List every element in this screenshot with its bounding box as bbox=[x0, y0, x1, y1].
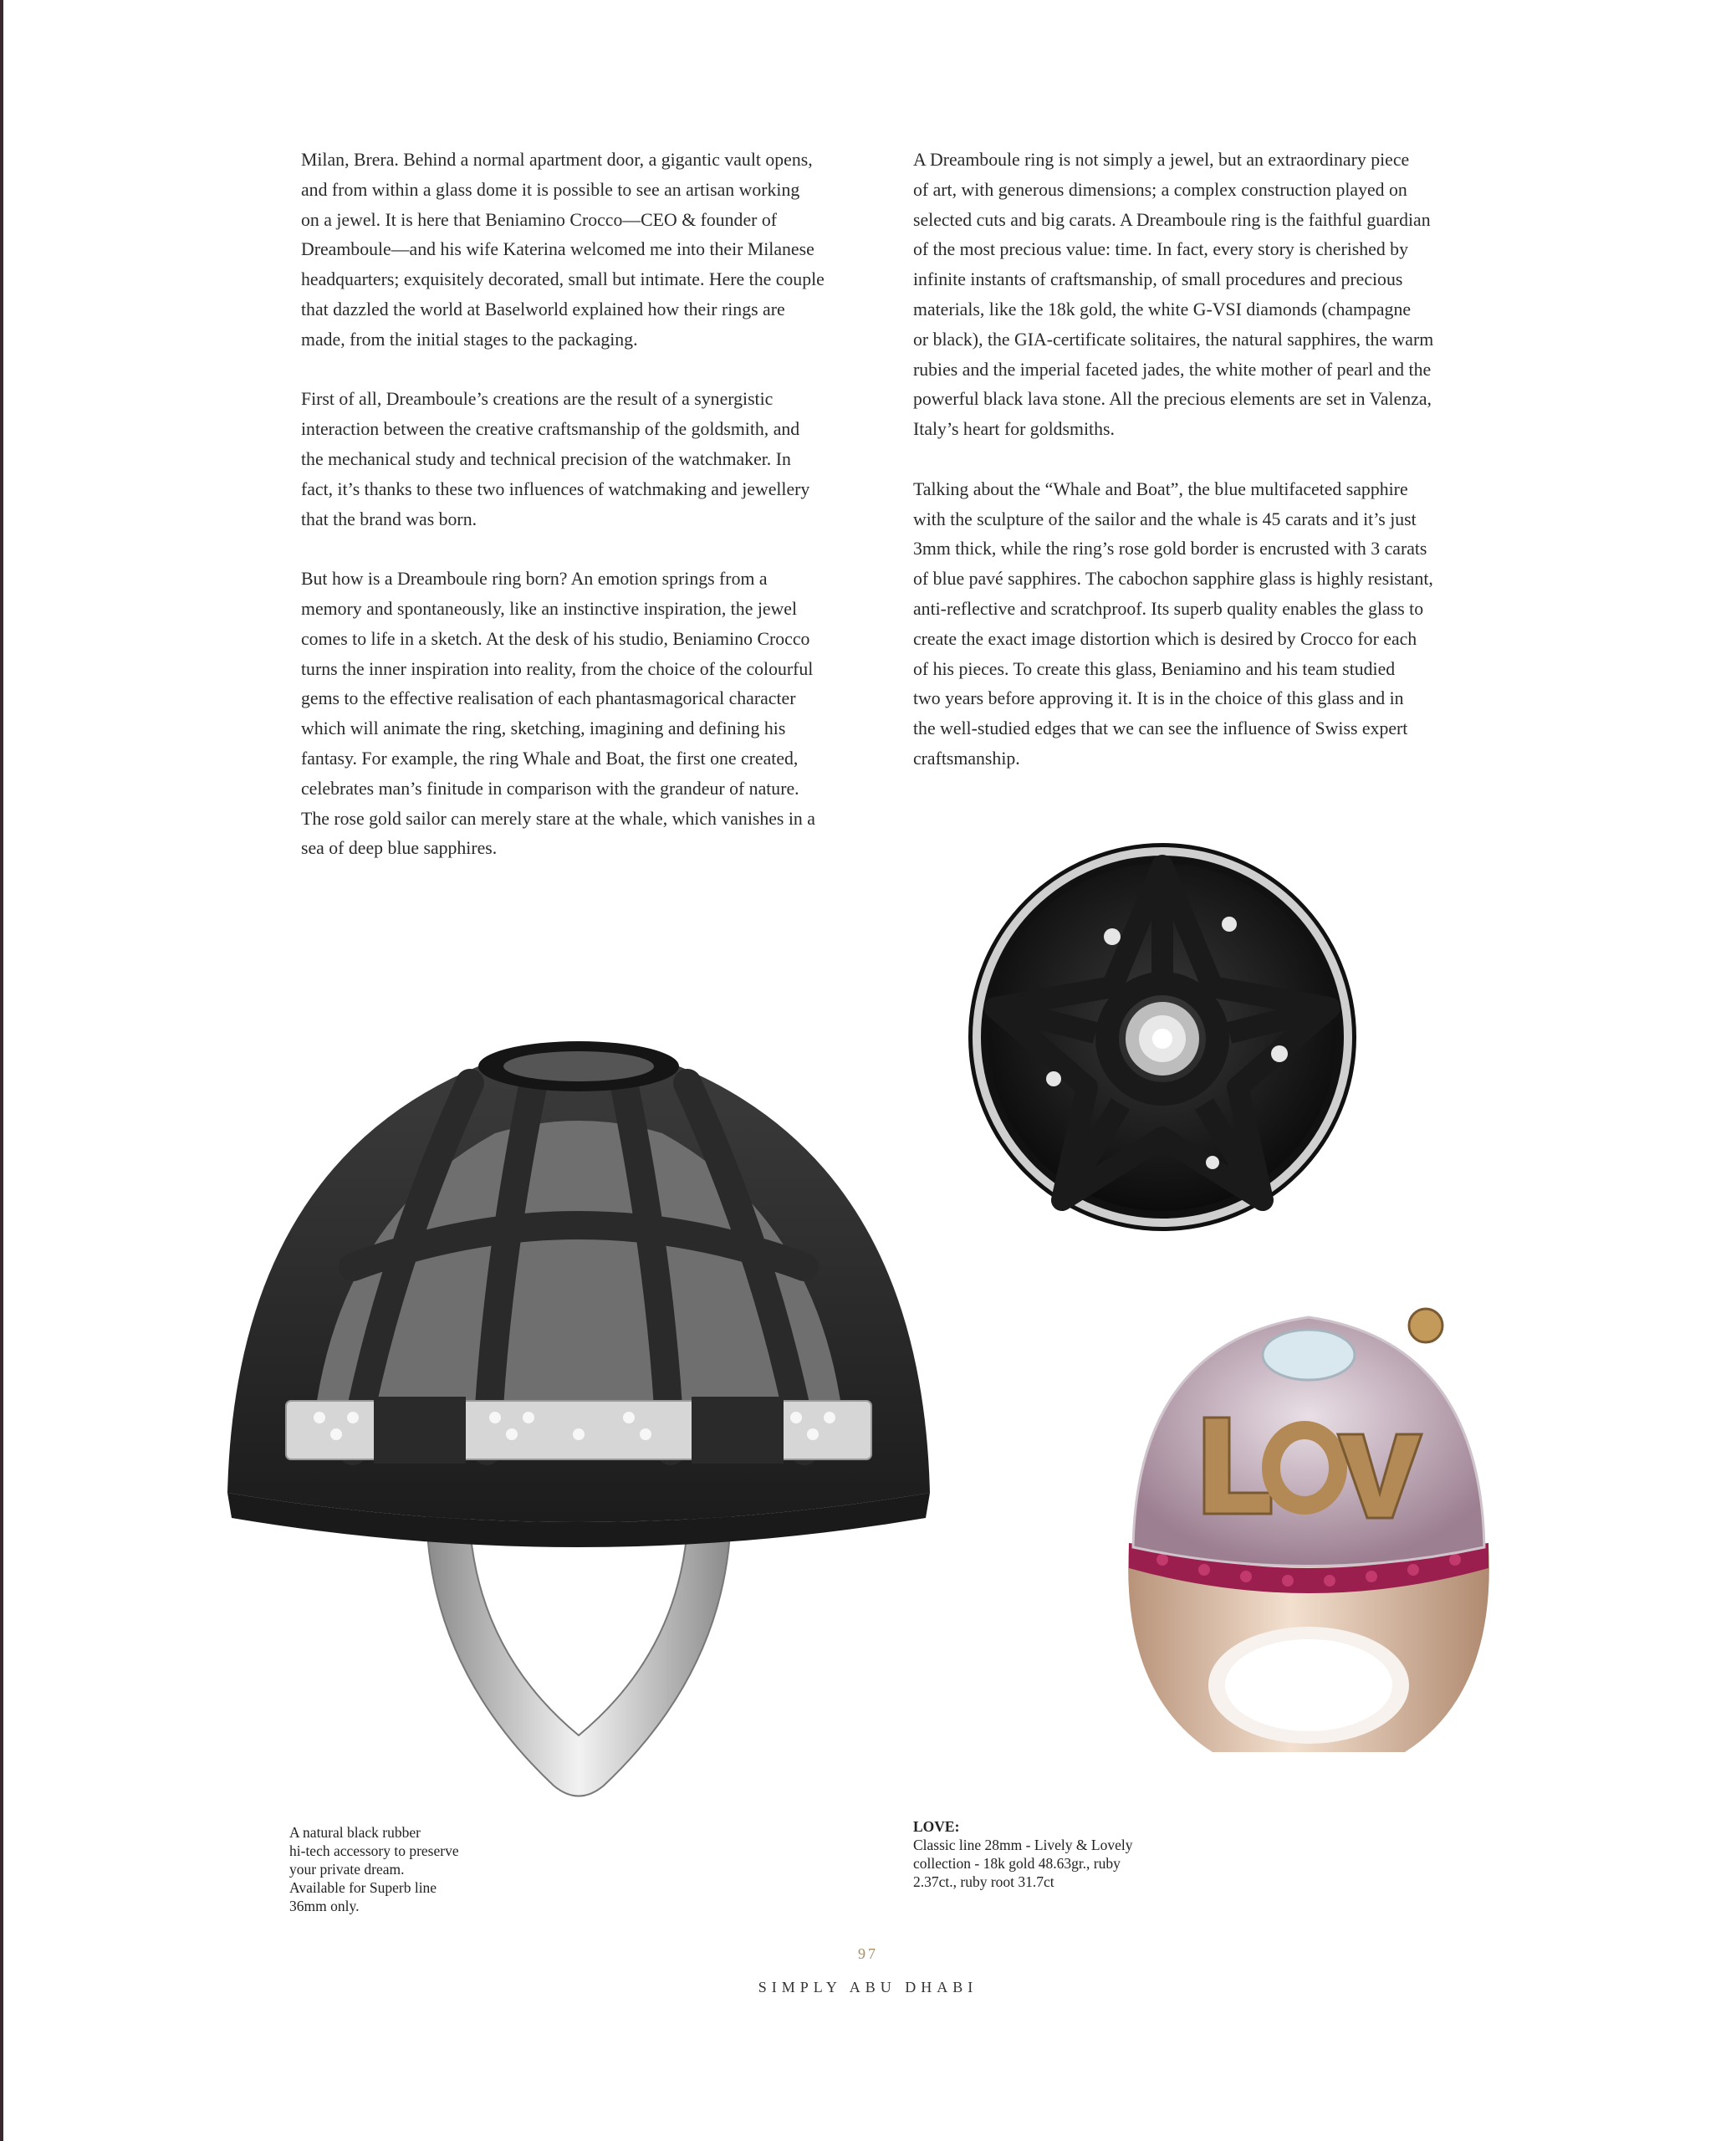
love-ring-illustration bbox=[1112, 1292, 1505, 1760]
love-ring-caption: LOVE: Classic line 28mm - Lively & Lovely collection - 18k gold 48.63gr., ruby 2.37ct., ruby root 31.7ct bbox=[913, 1817, 1181, 1891]
star-cage-ring-photo bbox=[962, 828, 1363, 1238]
black-rubber-cage-ring-illustration bbox=[219, 1016, 938, 1819]
paragraph: Talking about the “Whale and Boat”, the blue multifaceted sapphire with the sculpture of the sailor and the whale is 45 carats and it’s just 3mm thick, while the ring’s rose gold border is encrusted with 3 carats of blue pavé sapphires. The cabochon sapphire glass is highly resistant, anti-reflective and scratchproof. Its superb quality enables the glass to create the exact image distortion which is desired by Crocco for each of his pieces. To create this glass, Beniamino and his team studied two years before approving it. It is in the choice of this glass and in the well-studied edges that we can see the influence of Swiss expert craftsmanship. bbox=[913, 478, 1433, 769]
love-ring-photo bbox=[1112, 1292, 1505, 1760]
page-edge-rule bbox=[0, 0, 3, 2141]
star-cage-ring-illustration bbox=[962, 828, 1363, 1238]
article-right-column bbox=[913, 146, 1490, 805]
article-left-column bbox=[301, 146, 870, 894]
left-image-caption: A natural black rubber hi-tech accessory to preserve your private dream. Available for Superb line 36mm only. bbox=[289, 1824, 459, 1914]
paragraph: But how is a Dreamboule ring born? An emotion springs from a memory and spontaneously, like an instinctive inspiration, the jewel comes to life in a sketch. At the desk of his studio, Beniamino Crocco turns the inner inspiration into reality, from the choice of the colourful gems to the effective realisation of each phantasmagorical character which will animate the ring, sketching, imagining and defining his fantasy. For example, the ring Whale and Boat, the first one created, celebrates man’s finitude in comparison with the grandeur of nature. The rose gold sailor can merely stare at the whale, which vanishes in a sea of deep blue sapphires. bbox=[301, 569, 815, 859]
paragraph: A Dreamboule ring is not simply a jewel, but an extraordinary piece of art, with generous dimensions; a complex construction played on selected cuts and big carats. A Dreamboule ring is the faithful guardian of the most precious value: time. In fact, every story is cherished by infinite instants of craftsmanship, of small procedures and precious materials, like the 18k gold, the white G-VSI diamonds (champagne or black), the GIA-certificate solitaires, the natural sapphires, the warm rubies and the imperial faceted jades, the white mother of pearl and the powerful black lava stone. All the precious elements are set in Valenza, Italy’s heart for goldsmiths. bbox=[913, 150, 1434, 440]
page-number: 97 bbox=[858, 1945, 878, 1962]
paragraph: First of all, Dreamboule’s creations are the result of a synergistic interaction between the creative craftsmanship of the goldsmith, and the mechanical study and technical precision of the watchmaker. In fact, it’s thanks to these two influences of watchmaking and jewellery that the brand was born. bbox=[301, 389, 810, 529]
paragraph: Milan, Brera. Behind a normal apartment door, a gigantic vault opens, and from within a glass dome it is possible to see an artisan working on a jewel. It is here that Beniamino Crocco—CEO & founder of Dreamboule—and his wife Katerina welcomed me into their Milanese headquarters; exquisitely decorated, small but intimate. Here the couple that dazzled the world at Baselworld explained how their rings are made, from the initial stages to the packaging. bbox=[301, 150, 825, 350]
black-rubber-cage-ring-photo bbox=[219, 1016, 938, 1819]
magazine-title: SIMPLY ABU DHABI bbox=[758, 1979, 978, 1995]
caption-title: LOVE: bbox=[913, 1818, 960, 1835]
